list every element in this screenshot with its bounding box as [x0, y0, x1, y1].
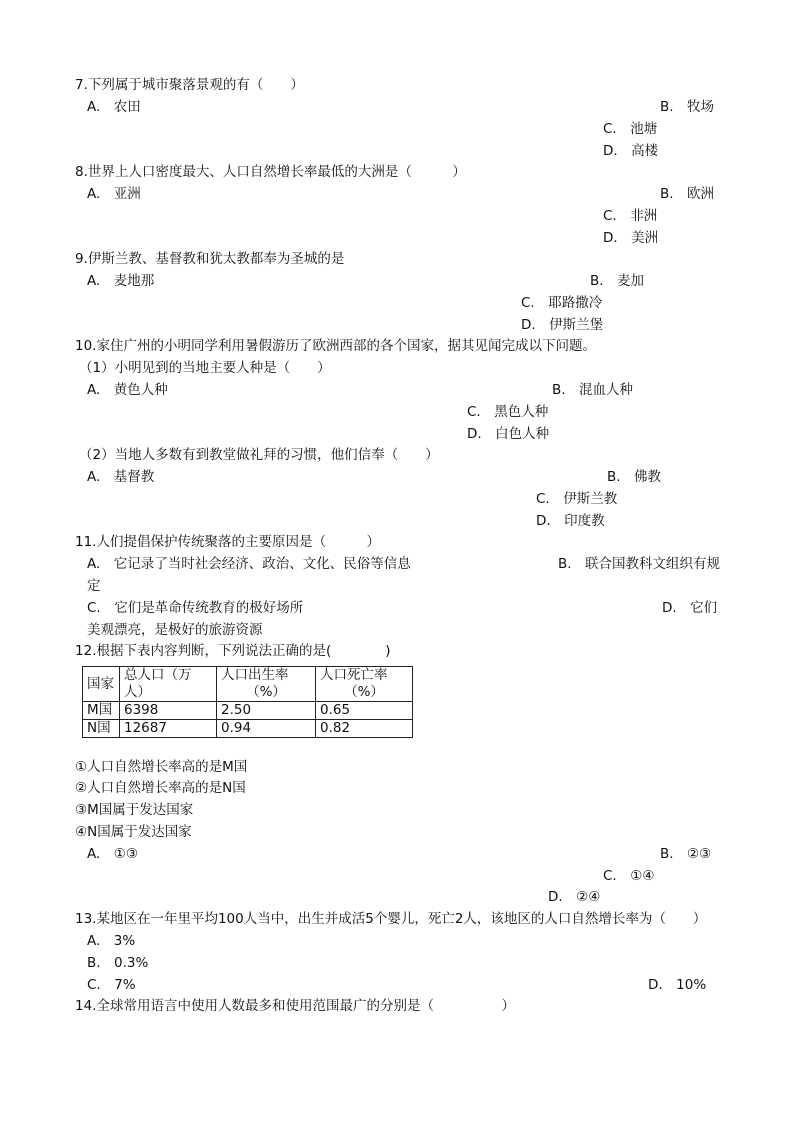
question-12-option-b[interactable]: B. ②③: [660, 846, 712, 862]
table-cell-population: 12687: [120, 720, 217, 738]
question-13-option-b[interactable]: B. 0.3%: [87, 955, 149, 971]
question-9-option-a[interactable]: A. 麦地那: [87, 273, 155, 289]
question-8-option-a[interactable]: A. 亚洲: [87, 186, 141, 202]
question-11-option-a[interactable]: A. 它记录了当时社会经济、政治、文化、民俗等信息: [87, 556, 411, 572]
table-header-country: 国家: [83, 667, 120, 702]
table-cell-population: 6398: [120, 702, 217, 720]
question-10-stem: 10.家住广州的小明同学利用暑假游历了欧洲西部的各个国家，据其见闻完成以下问题。: [75, 338, 596, 354]
question-11-option-d-continued: 美观漂亮，是极好的旅游资源: [87, 622, 263, 638]
table-header-birth-rate-line2: （%）: [246, 684, 286, 700]
question-13-option-d[interactable]: D. 10%: [648, 977, 707, 993]
question-10-1-option-d[interactable]: D. 白色人种: [467, 426, 550, 442]
question-8-option-b[interactable]: B. 欧洲: [660, 186, 715, 202]
table-header-death-rate: [316, 667, 413, 702]
question-12-statement-2: ②人口自然增长率高的是N国: [75, 780, 246, 796]
question-11-stem: 11.人们提倡保护传统聚落的主要原因是（ ）: [75, 534, 380, 550]
question-7-stem: 7.下列属于城市聚落景观的有（ ）: [75, 77, 304, 93]
table-cell-death-rate: 0.82: [316, 720, 413, 738]
question-10-1-option-a[interactable]: A. 黄色人种: [87, 382, 168, 398]
question-7-option-b[interactable]: B. 牧场: [660, 99, 715, 115]
question-9-option-d[interactable]: D. 伊斯兰堡: [521, 317, 604, 333]
question-12-option-a[interactable]: A. ①③: [87, 846, 138, 862]
question-10-2-option-b[interactable]: B. 佛教: [607, 469, 662, 485]
question-8-stem: 8.世界上人口密度最大、人口自然增长率最低的大洲是（ ）: [75, 164, 466, 180]
question-14-stem: 14.全球常用语言中使用人数最多和使用范围最广的分别是（ ）: [75, 998, 515, 1014]
question-10-1-option-b[interactable]: B. 混血人种: [552, 382, 634, 398]
question-12-option-c[interactable]: C. ①④: [603, 868, 655, 884]
question-10-1-stem: （1）小明见到的当地主要人种是（ ）: [79, 360, 331, 376]
table-header-birth-rate-line1: 人口出生率: [221, 667, 289, 683]
question-12-statement-3: ③M国属于发达国家: [75, 802, 194, 818]
question-13-stem: 13.某地区在一年里平均100人当中，出生并成活5个婴儿，死亡2人，该地区的人口自然增长率为（ ）: [75, 911, 707, 927]
question-13-option-a[interactable]: A. 3%: [87, 933, 136, 949]
table-header-population-line2: 人）: [124, 684, 151, 700]
question-10-2-option-c[interactable]: C. 伊斯兰教: [536, 491, 618, 507]
question-12-option-d[interactable]: D. ②④: [548, 889, 601, 905]
table-cell-death-rate: 0.65: [316, 702, 413, 720]
question-13-option-c[interactable]: C. 7%: [87, 977, 136, 993]
question-7-option-d[interactable]: D. 高楼: [603, 143, 659, 159]
table-header-population-line1: 总人口（万: [124, 667, 192, 683]
population-table: [82, 666, 413, 738]
table-header-death-rate-line1: 人口死亡率: [320, 667, 388, 683]
question-8-option-d[interactable]: D. 美洲: [603, 230, 659, 246]
question-12-statement-1: ①人口自然增长率高的是M国: [75, 759, 248, 775]
question-7-option-a[interactable]: A. 农田: [87, 99, 141, 115]
table-cell-country: N国: [83, 720, 120, 738]
table-cell-country: M国: [83, 702, 120, 720]
question-12-stem: 12.根据下表内容判断，下列说法正确的是( ): [75, 643, 391, 659]
question-11-option-b-continued: 定: [87, 578, 101, 594]
question-10-1-option-c[interactable]: C. 黑色人种: [467, 404, 549, 420]
table-header-birth-rate: [217, 667, 316, 702]
question-11-option-d[interactable]: D. 它们: [662, 600, 718, 616]
question-10-2-option-a[interactable]: A. 基督教: [87, 469, 155, 485]
question-9-option-c[interactable]: C. 耶路撒冷: [521, 295, 603, 311]
table-header-population: [120, 667, 217, 702]
question-10-2-option-d[interactable]: D. 印度教: [536, 513, 605, 529]
question-11-option-c[interactable]: C. 它们是革命传统教育的极好场所: [87, 600, 304, 616]
question-11-option-b[interactable]: B. 联合国教科文组织有规: [558, 556, 721, 572]
question-9-stem: 9.伊斯兰教、基督教和犹太教都奉为圣城的是: [75, 251, 345, 267]
table-row: [83, 702, 413, 720]
table-cell-birth-rate: 0.94: [217, 720, 316, 738]
table-cell-birth-rate: 2.50: [217, 702, 316, 720]
question-10-2-stem: （2）当地人多数有到教堂做礼拜的习惯，他们信奉（ ）: [79, 447, 439, 463]
question-9-option-b[interactable]: B. 麦加: [590, 273, 645, 289]
table-row: [83, 720, 413, 738]
table-header-death-rate-line2: （%）: [344, 684, 384, 700]
question-8-option-c[interactable]: C. 非洲: [603, 208, 658, 224]
question-12-statement-4: ④N国属于发达国家: [75, 824, 192, 840]
table-header-row: [83, 667, 413, 702]
question-7-option-c[interactable]: C. 池塘: [603, 121, 658, 137]
